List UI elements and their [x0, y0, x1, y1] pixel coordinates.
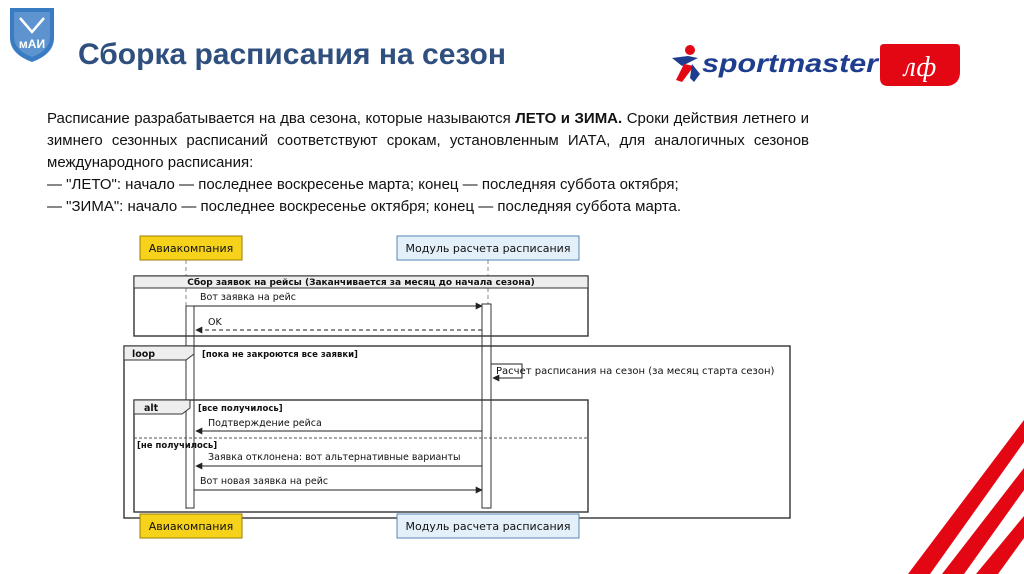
participant-module-label: Модуль расчета расписания	[405, 242, 571, 255]
intro-lead: Расписание разрабатывается на два сезона, которые называются	[47, 110, 516, 127]
intro-text	[47, 108, 809, 218]
participant-airline-bottom	[140, 514, 242, 538]
alt-condition-1: [все получилось]	[198, 404, 283, 414]
group-title: Сбор заявок на рейсы (Заканчивается за месяц до начала сезона)	[187, 278, 535, 288]
message-calc: Расчет расписания на сезон (за месяц старта сезон)	[496, 366, 775, 377]
message-request: Вот заявка на рейс	[200, 292, 296, 303]
intro-seasons: ЛЕТО и ЗИМА.	[515, 110, 623, 127]
participant-module-top	[397, 236, 579, 260]
loop-keyword: loop	[132, 349, 156, 360]
alt-keyword: alt	[144, 403, 159, 414]
sportmaster-logo	[668, 42, 960, 88]
participant-airline-label-bottom: Авиакомпания	[148, 520, 234, 533]
participant-airline-label: Авиакомпания	[148, 242, 234, 255]
sportmaster-figure-icon	[672, 45, 700, 82]
loop-condition: [пока не закроются все заявки]	[202, 350, 358, 360]
message-confirm: Подтверждение рейса	[208, 418, 322, 429]
mai-logo	[6, 4, 58, 64]
message-reject: Заявка отклонена: вот альтернативные варианты	[208, 452, 461, 463]
decorative-stripes	[860, 380, 1024, 574]
module-activation	[482, 304, 491, 508]
participant-airline-top	[140, 236, 242, 260]
intro-paragraph	[47, 108, 809, 174]
slide-title: Сборка расписания на сезон	[78, 38, 506, 71]
intro-summer: — "ЛЕТО": начало — последнее воскресенье марта; конец — последняя суббота октября;	[47, 176, 679, 193]
participant-module-bottom	[397, 514, 579, 538]
sequence-diagram	[120, 226, 800, 548]
sportmaster-badge: лф	[903, 52, 937, 83]
mai-logo-text: мАИ	[18, 37, 46, 51]
sportmaster-wordmark: sportmaster	[702, 48, 881, 78]
participant-module-label-bottom: Модуль расчета расписания	[405, 520, 571, 533]
message-ok: OK	[208, 317, 222, 328]
alt-condition-2: [не получилось]	[137, 441, 218, 451]
intro-winter: — "ЗИМА": начало — последнее воскресенье октября; конец — последняя суббота марта.	[47, 198, 682, 215]
message-new-request: Вот новая заявка на рейс	[200, 476, 329, 487]
intro-rest: Сроки действия летнего и зимнего сезонных расписаний соответствуют срокам, установленным ИАТА, для аналогичных сезонов международного расписания:	[47, 110, 809, 171]
